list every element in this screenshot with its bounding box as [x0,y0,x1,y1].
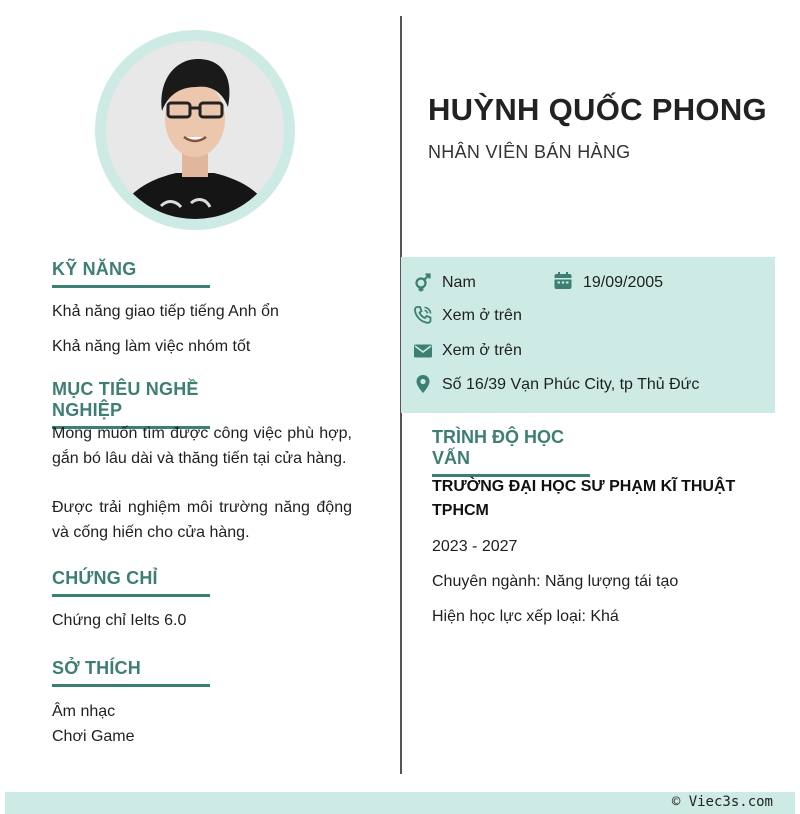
certificate-item: Chứng chỉ Ielts 6.0 [52,612,187,629]
education-years: 2023 - 2027 [432,538,518,555]
person-photo-icon [106,41,284,219]
hobby-item: Chơi Game [52,728,135,745]
objective-title: MỤC TIÊU NGHỀ NGHIỆP [52,379,210,429]
education-school: TRƯỜNG ĐẠI HỌC SƯ PHẠM KĨ THUẬT TPHCM [432,478,736,519]
email-icon [413,341,433,361]
objective-text: Được trải nghiệm môi trường năng động và cống hiến cho cửa hàng. [52,499,352,541]
education-grade: Hiện học lực xếp loại: Khá [432,608,619,625]
email-value: Xem ở trên [442,342,522,359]
footer-bar [5,792,795,814]
birthday-value: 19/09/2005 [583,274,664,291]
skill-item: Khả năng giao tiếp tiếng Anh ổn [52,303,279,320]
contact-panel [401,257,775,413]
calendar-icon [553,271,573,291]
certificates-title: CHỨNG CHỈ [52,568,210,597]
address-value: Số 16/39 Vạn Phúc City, tp Thủ Đức [442,376,700,393]
phone-value: Xem ở trên [442,307,522,324]
skill-item: Khả năng làm việc nhóm tốt [52,338,251,355]
objective-text: Mong muốn tìm được công việc phù hợp, gắn bó lâu dài và thăng tiến tại cửa hàng. [52,425,352,467]
gender-value: Nam [442,274,476,291]
education-title: TRÌNH ĐỘ HỌC VẤN [432,427,590,477]
avatar [106,41,284,219]
footer-credit: © Viec3s.com [671,794,773,810]
location-pin-icon [413,374,433,394]
candidate-role: NHÂN VIÊN BÁN HÀNG [428,142,631,162]
hobby-item: Âm nhạc [52,703,116,720]
skills-title: KỸ NĂNG [52,259,210,288]
phone-icon [413,305,433,325]
hobbies-title: SỞ THÍCH [52,658,210,687]
candidate-name: HUỲNH QUỐC PHONG [428,92,767,127]
education-major: Chuyên ngành: Năng lượng tái tạo [432,573,679,590]
gender-icon [413,272,433,292]
